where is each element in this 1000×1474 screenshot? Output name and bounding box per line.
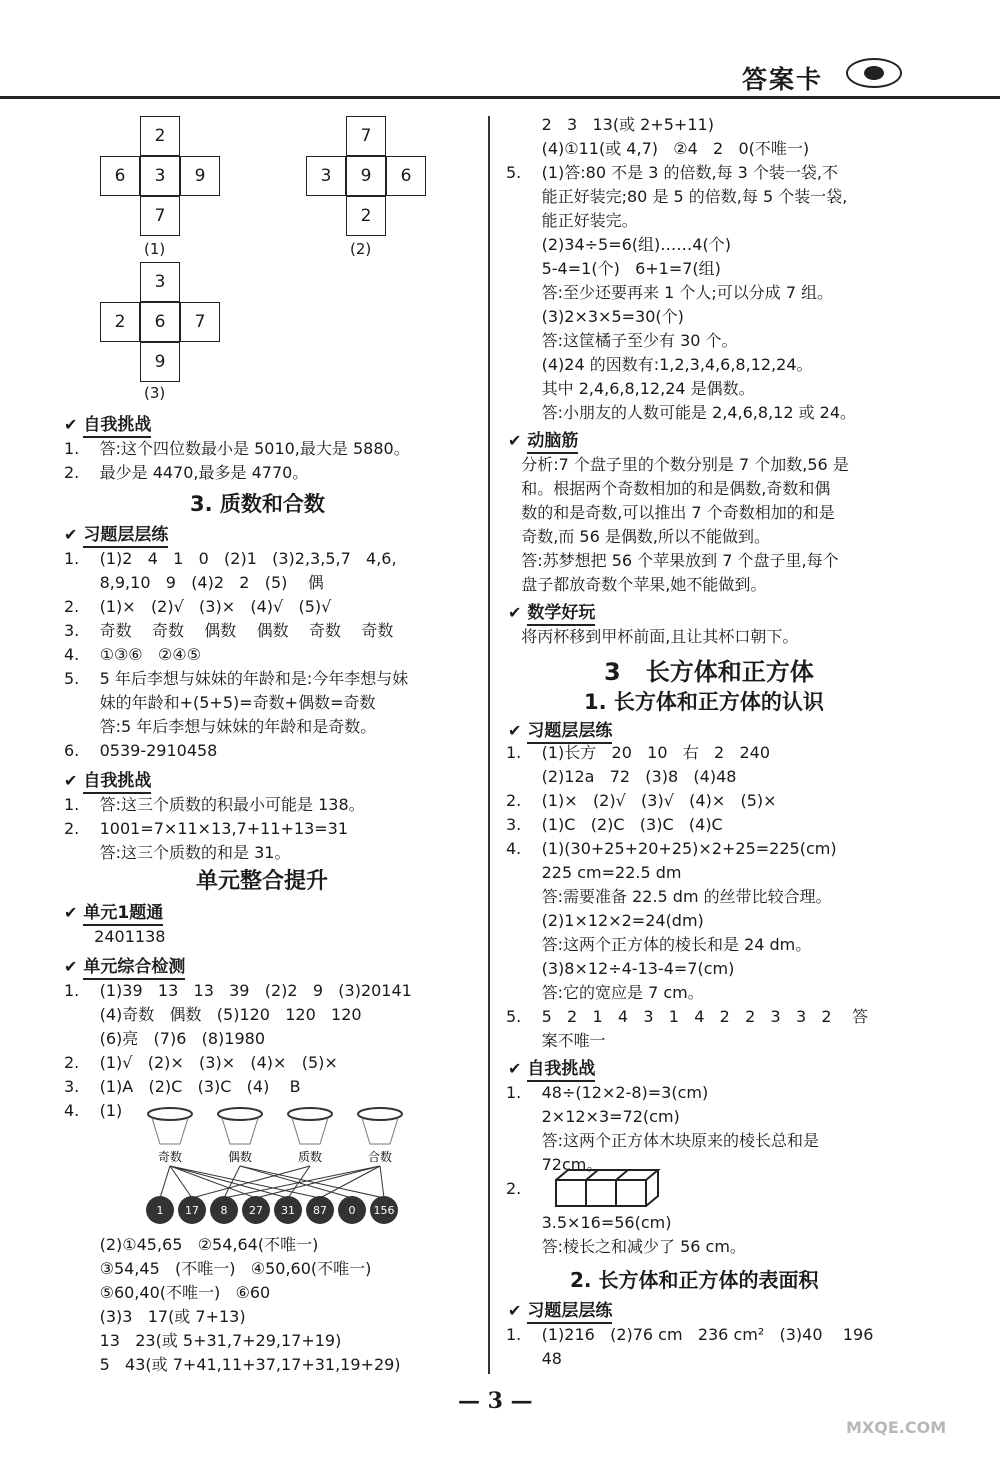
- hoop-icon: [148, 1108, 192, 1144]
- ball-label: 1: [156, 1203, 164, 1217]
- answer-line: 5. 5 2 1 4 3 1 4 2 2 3 3 2 答: [506, 1007, 868, 1026]
- answer-line: 答:小朋友的人数可能是 2,4,6,8,12 或 24。: [506, 403, 857, 422]
- section-label-text: 习题层层练: [83, 520, 168, 548]
- checkmark-icon: ✔: [508, 1058, 522, 1078]
- section-practice: [508, 716, 612, 744]
- answer-line: 4. (1): [64, 1101, 123, 1120]
- answer-line: 1. (1)39 13 13 39 (2)2 9 (3)20141: [64, 981, 412, 1000]
- answer-line: (3)2×3×5=30(个): [506, 307, 684, 326]
- answer-line: 3. 奇数 奇数 偶数 偶数 奇数 奇数: [64, 621, 394, 640]
- section-heading: 1. 长方体和正方体的认识: [584, 690, 824, 714]
- ball-row: [140, 1196, 420, 1226]
- ball: [274, 1196, 302, 1224]
- checkmark-icon: ✔: [508, 430, 522, 450]
- header-title: 答案卡: [742, 65, 824, 94]
- answer-line: (2)34÷5=6(组)……4(个): [506, 235, 731, 254]
- page-number: — 3 —: [458, 1388, 533, 1414]
- ball-label: 17: [185, 1203, 199, 1217]
- net-cell: 7: [180, 302, 220, 342]
- net-cell: 9: [140, 342, 180, 382]
- answer-line: 能正好装完;80 是 5 的倍数,每 5 个装一袋,: [506, 187, 848, 206]
- section-label-text: 自我挑战: [83, 766, 151, 794]
- answer-line: (6)亮 (7)6 (8)1980: [64, 1029, 266, 1048]
- ball: [210, 1196, 238, 1224]
- section-label-text: 单元1题通: [83, 898, 163, 926]
- answer-line: 分析:7 个盘子里的个数分别是 7 个加数,56 是: [506, 455, 849, 474]
- answer-line: 72cm。: [506, 1155, 603, 1174]
- net-cell: 2: [140, 116, 180, 156]
- ball-label: 31: [281, 1203, 295, 1217]
- answer-line: (2)12a 72 (3)8 (4)48: [506, 767, 737, 786]
- answer-line: ③54,45 (不唯一) ④50,60(不唯一): [64, 1259, 372, 1278]
- answer-line: 答:它的宽应是 7 cm。: [506, 983, 704, 1002]
- ball: [338, 1196, 366, 1224]
- section-unit-test: [64, 952, 185, 980]
- net-cell: 2: [346, 196, 386, 236]
- answer-line: 答:这筐橘子至少有 30 个。: [506, 331, 738, 350]
- answer-line: 1. (1)2 4 1 0 (2)1 (3)2,3,5,7 4,6,: [64, 549, 397, 568]
- answer-line: 答:至少还要再来 1 个人;可以分成 7 组。: [506, 283, 834, 302]
- ball: [242, 1196, 270, 1224]
- net-cell: 9: [346, 156, 386, 196]
- answer-line: 2. 1001=7×11×13,7+11+13=31: [64, 819, 349, 838]
- answer-line: 2. 最少是 4470,最多是 4770。: [64, 463, 309, 482]
- answer-line: 1. 答:这个四位数最小是 5010,最大是 5880。: [64, 439, 410, 458]
- answer-line: 3. (1)A (2)C (3)C (4) B: [64, 1077, 301, 1096]
- net-cell: 2: [100, 302, 140, 342]
- eye-icon: [864, 66, 884, 80]
- answer-line: (3)3 17(或 7+13): [64, 1307, 246, 1326]
- section-self-challenge: [64, 766, 151, 794]
- answer-line: 1. 48÷(12×2-8)=3(cm): [506, 1083, 709, 1102]
- ball-label: 27: [249, 1203, 263, 1217]
- answer-line: 13 23(或 5+31,7+29,17+19): [64, 1331, 342, 1350]
- answer-line: (4)奇数 偶数 (5)120 120 120: [64, 1005, 362, 1024]
- answer-line: 答:5 年后李想与妹妹的年龄和是奇数。: [64, 717, 377, 736]
- answer-line: 2 3 13(或 2+5+11): [506, 115, 714, 134]
- answer-line: 奇数,而 56 是偶数,所以不能做到。: [506, 527, 770, 546]
- section-label-text: 自我挑战: [83, 410, 151, 438]
- answer-line: 2. (1)× (2)√ (3)√ (4)× (5)×: [506, 791, 777, 810]
- answer-line: 5-4=1(个) 6+1=7(组): [506, 259, 721, 278]
- answer-line: 5. (1)答:80 不是 3 的倍数,每 3 个装一袋,不: [506, 163, 838, 182]
- checkmark-icon: ✔: [64, 524, 78, 544]
- answer-line: 6. 0539-2910458: [64, 741, 218, 760]
- answer-line: 48: [506, 1349, 562, 1368]
- hoop-icon: [218, 1108, 262, 1144]
- ball: [370, 1196, 398, 1224]
- chapter-heading: 3 长方体和正方体: [604, 658, 814, 686]
- checkmark-icon: ✔: [508, 602, 522, 622]
- section-heading: 2. 长方体和正方体的表面积: [570, 1268, 819, 1292]
- match-lines: [160, 1166, 384, 1198]
- net-cell: 6: [386, 156, 426, 196]
- answer-line: 数的和是奇数,可以推出 7 个奇数相加的和是: [506, 503, 835, 522]
- header-rule: [0, 96, 1000, 99]
- answer-line: 1. 答:这三个质数的积最小可能是 138。: [64, 795, 365, 814]
- ball: [146, 1196, 174, 1224]
- section-label-text: 单元综合检测: [83, 952, 185, 980]
- section-self-challenge: [64, 410, 151, 438]
- answer-line: 8,9,10 9 (4)2 2 (5) 偶: [64, 573, 324, 592]
- checkmark-icon: ✔: [64, 902, 78, 922]
- ball-label: 0: [348, 1203, 356, 1217]
- section-heading: 3. 质数和合数: [190, 492, 325, 516]
- net-caption: (1): [144, 240, 166, 258]
- net-cell: 3: [306, 156, 346, 196]
- section-fun-math: [508, 598, 595, 626]
- section-unit-one-question: [64, 898, 163, 926]
- section-label-text: 动脑筋: [527, 426, 578, 454]
- checkmark-icon: ✔: [508, 720, 522, 740]
- hoop-label: 奇数: [157, 1150, 183, 1164]
- answer-line: 3. (1)C (2)C (3)C (4)C: [506, 815, 723, 834]
- ball-label: 8: [220, 1203, 228, 1217]
- section-brain-teaser: [508, 426, 578, 454]
- section-label-text: 习题层层练: [527, 1296, 612, 1324]
- answer-line: 4. (1)(30+25+20+25)×2+25=225(cm): [506, 839, 837, 858]
- hoop-label: 偶数: [227, 1150, 253, 1164]
- answer-line: 和。根据两个奇数相加的和是偶数,奇数和偶: [506, 479, 831, 498]
- answer-line: 5 43(或 7+41,11+37,17+31,19+29): [64, 1355, 401, 1374]
- answer-line: 2401138: [84, 927, 166, 946]
- net-cell: 3: [140, 156, 180, 196]
- section-label-text: 自我挑战: [527, 1054, 595, 1082]
- net-caption: (2): [350, 240, 372, 258]
- answer-line: (4)24 的因数有:1,2,3,4,6,8,12,24。: [506, 355, 813, 374]
- answer-line: 将丙杯移到甲杯前面,且让其杯口朝下。: [506, 627, 799, 646]
- answer-line: (3)8×12÷4-13-4=7(cm): [506, 959, 735, 978]
- ball: [306, 1196, 334, 1224]
- hoop-icon: [288, 1108, 332, 1144]
- answer-line: 答:这三个质数的和是 31。: [64, 843, 291, 862]
- net-cell: 3: [140, 262, 180, 302]
- section-label-text: 习题层层练: [527, 716, 612, 744]
- answer-line: 案不唯一: [506, 1031, 606, 1050]
- net-cell: 9: [180, 156, 220, 196]
- answer-line: 2. (1)√ (2)× (3)× (4)× (5)×: [64, 1053, 338, 1072]
- answer-line: 答:棱长之和减少了 56 cm。: [506, 1237, 746, 1256]
- hoop-icon: [358, 1108, 402, 1144]
- answer-line: 2×12×3=72(cm): [506, 1107, 680, 1126]
- hoop-label: 合数: [367, 1150, 393, 1164]
- hoop-label: 质数: [297, 1150, 323, 1164]
- column-divider: [488, 116, 490, 1374]
- checkmark-icon: ✔: [64, 414, 78, 434]
- answer-line: (4)①11(或 4,7) ②4 2 0(不唯一): [506, 139, 810, 158]
- cuboid-diagram: [554, 1168, 664, 1208]
- answer-line: 5. 5 年后李想与妹妹的年龄和是:今年李想与妹: [64, 669, 409, 688]
- answer-line: 2.: [506, 1179, 522, 1198]
- section-practice: [508, 1296, 612, 1324]
- answer-line: (2)①45,65 ②54,64(不唯一): [64, 1235, 319, 1254]
- answer-line: 225 cm=22.5 dm: [506, 863, 682, 882]
- ball: [178, 1196, 206, 1224]
- net-cell: 7: [140, 196, 180, 236]
- net-cell: 6: [140, 302, 180, 342]
- ball-label: 87: [313, 1203, 327, 1217]
- ball-label: 156: [373, 1203, 395, 1217]
- answer-line: ⑤60,40(不唯一) ⑥60: [64, 1283, 271, 1302]
- answer-line: 答:这两个正方体的棱长和是 24 dm。: [506, 935, 812, 954]
- net-caption: (3): [144, 384, 166, 402]
- watermark: MXQE.COM: [846, 1418, 947, 1437]
- checkmark-icon: ✔: [508, 1300, 522, 1320]
- answer-line: 答:这两个正方体木块原来的棱长总和是: [506, 1131, 819, 1150]
- answer-line: 其中 2,4,6,8,12,24 是偶数。: [506, 379, 755, 398]
- answer-line: 能正好装完。: [506, 211, 638, 230]
- section-practice: [64, 520, 168, 548]
- answer-line: 盘子都放奇数个苹果,她不能做到。: [506, 575, 767, 594]
- section-self-challenge: [508, 1054, 595, 1082]
- net-cell: 7: [346, 116, 386, 156]
- answer-line: (2)1×12×2=24(dm): [506, 911, 704, 930]
- answer-line: 2. (1)× (2)√ (3)× (4)√ (5)√: [64, 597, 332, 616]
- publisher-logo: [846, 58, 902, 88]
- net-cell: 6: [100, 156, 140, 196]
- checkmark-icon: ✔: [64, 956, 78, 976]
- section-heading: 单元整合提升: [196, 869, 329, 894]
- answer-line: 答:苏梦想把 56 个苹果放到 7 个盘子里,每个: [506, 551, 839, 570]
- checkmark-icon: ✔: [64, 770, 78, 790]
- section-label-text: 数学好玩: [527, 598, 595, 626]
- answer-line: 4. ①③⑥ ②④⑤: [64, 645, 201, 664]
- answer-line: 1. (1)长方 20 10 右 2 240: [506, 743, 771, 762]
- answer-line: 妹的年龄和+(5+5)=奇数+偶数=奇数: [64, 693, 376, 712]
- answer-line: 1. (1)216 (2)76 cm 236 cm² (3)40 196: [506, 1325, 874, 1344]
- answer-line: 答:需要准备 22.5 dm 的丝带比较合理。: [506, 887, 832, 906]
- answer-line: 3.5×16=56(cm): [506, 1213, 672, 1232]
